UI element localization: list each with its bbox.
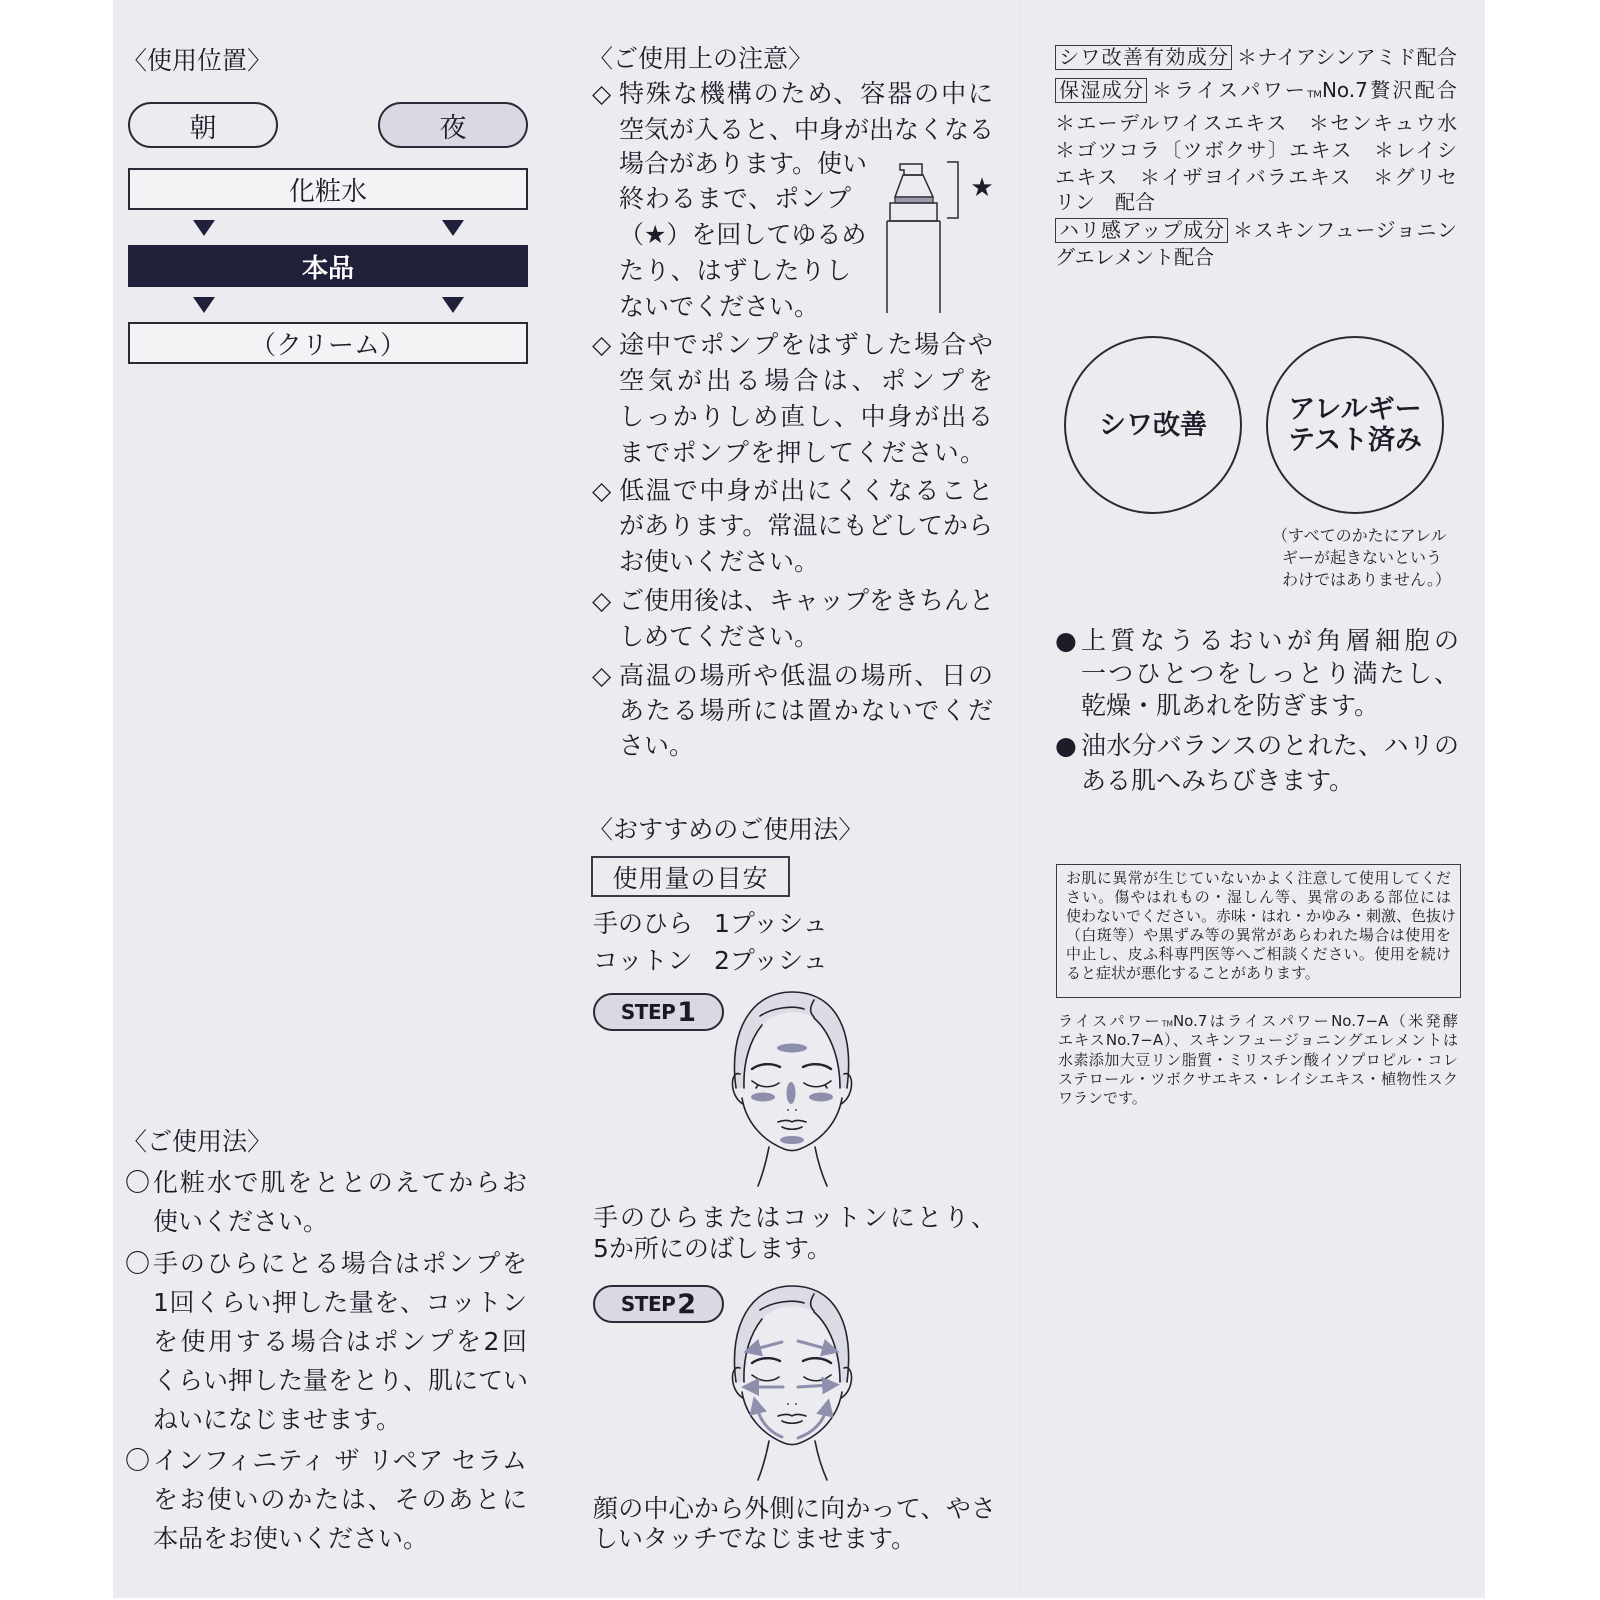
ingredient-text-part: No.7贅沢配合 bbox=[1321, 78, 1457, 102]
warning-text: 中止し、皮ふ科専門医等へご相談ください。使用を続け bbox=[1066, 945, 1451, 963]
step-number: 2 bbox=[677, 1288, 697, 1320]
text-line: を使用する場合はポンプを2回 bbox=[153, 1327, 527, 1356]
bracket-icon bbox=[947, 162, 958, 218]
ingredient-tag-firmness: ハリ感アップ成分 bbox=[1055, 218, 1228, 243]
arrow-stroke-icon bbox=[756, 1405, 782, 1437]
footnote-text: ステロール・ツボクサエキス・レイシエキス・植物性スク bbox=[1058, 1070, 1458, 1088]
circle-bullet-icon: 〇 bbox=[125, 1446, 151, 1475]
step-text: しいタッチでなじませます。 bbox=[593, 1524, 917, 1553]
ingredient-text-part: ＊ライスパワー bbox=[1152, 78, 1308, 102]
text-line: 手のひらにとる場合はポンプを bbox=[153, 1249, 527, 1278]
badge-text: アレルギー bbox=[1288, 394, 1422, 425]
text-line: しっかりしめ直し、中身が出る bbox=[619, 402, 993, 431]
amount-guide-label bbox=[591, 856, 790, 897]
text-line: （★）を回してゆるめ bbox=[619, 220, 867, 249]
allergy-note: （すべてのかたにアレル bbox=[1272, 526, 1447, 545]
pump-shoulder bbox=[895, 175, 933, 197]
flow-step-label: 本品 bbox=[301, 253, 354, 284]
arrow-stroke-icon bbox=[798, 1341, 831, 1350]
footnote-text bbox=[1058, 1012, 1458, 1031]
arrow-stroke-icon bbox=[752, 1342, 782, 1350]
diamond-bullet-icon: ◇ bbox=[592, 661, 612, 690]
pump-bottle-icon bbox=[880, 155, 1000, 320]
section-title: 〈使用位置〉 bbox=[122, 46, 273, 75]
text-line: しめてください。 bbox=[619, 622, 820, 651]
arrow-down-icon bbox=[193, 297, 215, 313]
pump-nozzle bbox=[900, 164, 922, 175]
morning-pill bbox=[128, 102, 278, 148]
section-title: 〈ご使用上の注意〉 bbox=[588, 44, 814, 73]
trademark-mark: TM bbox=[1307, 89, 1322, 101]
face-spread-illustration-icon bbox=[700, 1264, 880, 1484]
ingredient-tag-moisture: 保湿成分 bbox=[1055, 78, 1147, 103]
flow-step-this-product bbox=[128, 245, 528, 287]
badge-text: シワ改善 bbox=[1099, 409, 1207, 441]
diamond-bullet-icon: ◇ bbox=[592, 79, 612, 108]
text-line: 終わるまで、ポンプ bbox=[619, 184, 851, 213]
ingredient-text: リン 配合 bbox=[1055, 190, 1155, 214]
forehead-dot bbox=[777, 1044, 807, 1053]
circle-bullet-icon: 〇 bbox=[125, 1168, 151, 1197]
footnote-text: ワランです。 bbox=[1058, 1089, 1147, 1107]
ingredient-tag-wrinkle: シワ改善有効成分 bbox=[1055, 45, 1232, 70]
text-line: ねいになじませます。 bbox=[153, 1405, 402, 1434]
diamond-bullet-icon: ◇ bbox=[592, 476, 612, 505]
text-line: までポンプを押してください。 bbox=[619, 438, 985, 467]
ingredient-text: ＊エーデルワイスエキス ＊センキュウ水 bbox=[1055, 111, 1457, 135]
footnote-text: 水素添加大豆リン脂質・ミリスチン酸イソプロピル・コレ bbox=[1058, 1051, 1458, 1069]
ingredient-text: ＊ゴツコラ〔ツボクサ〕エキス ＊レイシ bbox=[1055, 138, 1457, 162]
footnote-text: エキスNo.7−A）、スキンフュージョニングエレメントは bbox=[1058, 1031, 1458, 1049]
text-line: 使いください。 bbox=[153, 1207, 329, 1236]
allergy-note: ギーが起きないという bbox=[1282, 548, 1443, 567]
bottle-collar bbox=[890, 203, 937, 221]
flow-step-label: 化粧水 bbox=[288, 176, 367, 207]
trademark-mark: TM bbox=[1161, 1019, 1173, 1029]
step-text: 手のひらまたはコットンにとり、 bbox=[593, 1203, 996, 1232]
text-line: 空気が出る場合は、ポンプを bbox=[619, 366, 993, 395]
chin-dot bbox=[780, 1136, 804, 1144]
warning-text: （白斑等）や黒ずみ等の異常があらわれた場合は使用を bbox=[1066, 926, 1451, 944]
step-text: 顔の中心から外側に向かって、やさ bbox=[593, 1494, 996, 1523]
flow-step-toner bbox=[128, 168, 528, 210]
dot-bullet-icon: ● bbox=[1055, 731, 1077, 760]
text-line: ご使用後は、キャップをきちんと bbox=[619, 586, 995, 615]
text-line: ないでください。 bbox=[619, 292, 820, 321]
step-number: 1 bbox=[677, 996, 697, 1028]
night-label: 夜 bbox=[439, 112, 467, 144]
text-line: 油水分バランスのとれた、ハリの bbox=[1081, 731, 1459, 760]
diamond-bullet-icon: ◇ bbox=[592, 586, 612, 615]
ingredient-text: エキス ＊イザヨイバラエキス ＊グリセ bbox=[1055, 165, 1457, 189]
arrow-down-icon bbox=[442, 220, 464, 236]
text-line: をお使いのかたは、そのあとに bbox=[153, 1485, 527, 1514]
text-line: さい。 bbox=[619, 731, 695, 760]
amount-value: 2プッシュ bbox=[714, 946, 828, 975]
step-label: STEP bbox=[620, 1292, 676, 1316]
warning-text: お肌に異常が生じていないかよく注意して使用してくだ bbox=[1066, 869, 1451, 887]
text-line: 特殊な機構のため、容器の中に bbox=[619, 79, 993, 108]
text-line: あたる場所には置かないでくだ bbox=[619, 696, 993, 725]
text-line: くらい押した量をとり、肌にてい bbox=[153, 1366, 529, 1395]
text-line: 一つひとつをしっとり満たし、 bbox=[1081, 659, 1459, 688]
text-line: お使いください。 bbox=[619, 547, 820, 576]
warning-text: ると症状が悪化することがあります。 bbox=[1066, 964, 1320, 982]
nose-dot bbox=[787, 1082, 796, 1104]
step-label: STEP bbox=[620, 1000, 676, 1024]
warning-text: 使わないでください。赤味・はれ・かゆみ・刺激、色抜け bbox=[1066, 907, 1457, 925]
arrow-down-icon bbox=[442, 297, 464, 313]
amount-guide-text: 使用量の目安 bbox=[612, 863, 769, 893]
text-line: 本品をお使いください。 bbox=[153, 1524, 429, 1553]
footnote-text-part: No.7はライスパワーNo.7−A（米発酵 bbox=[1172, 1012, 1458, 1030]
ingredient-text: ＊ナイアシンアミド配合 bbox=[1237, 45, 1457, 69]
amount-method: 手のひら bbox=[593, 909, 694, 938]
dot-bullet-icon: ● bbox=[1055, 626, 1077, 655]
wrinkle-improvement-badge bbox=[1064, 336, 1242, 514]
amount-method: コットン bbox=[593, 946, 693, 975]
text-line: 場合があります。使い bbox=[619, 149, 868, 178]
allergy-note: わけではありません。） bbox=[1282, 570, 1451, 589]
cheek-dot bbox=[751, 1093, 775, 1102]
ingredient-text bbox=[1152, 77, 1457, 103]
cheek-dot bbox=[809, 1093, 833, 1102]
fold-line bbox=[555, 0, 557, 1598]
footnote-text-part: ライスパワー bbox=[1058, 1012, 1162, 1030]
section-title: 〈おすすめのご使用法〉 bbox=[588, 815, 864, 844]
star-icon: ★ bbox=[970, 173, 994, 203]
text-line: 低温で中身が出にくくなること bbox=[619, 476, 993, 505]
text-line: 1回くらい押した量を、コットン bbox=[153, 1288, 527, 1317]
circle-bullet-icon: 〇 bbox=[125, 1249, 151, 1278]
warning-text: さい。傷やはれもの・湿しん等、異常のある部位には bbox=[1066, 888, 1451, 906]
text-line: があります。常温にもどしてから bbox=[619, 511, 993, 540]
text-line: 高温の場所や低温の場所、日の bbox=[619, 661, 993, 690]
bottle-body bbox=[887, 221, 940, 313]
fold-line bbox=[1020, 0, 1022, 1598]
flow-step-label: （クリーム） bbox=[249, 330, 406, 361]
section-title: 〈ご使用法〉 bbox=[122, 1127, 273, 1156]
arrow-stroke-icon bbox=[798, 1385, 831, 1387]
text-line: 乾燥・肌あれを防ぎます。 bbox=[1081, 691, 1380, 720]
text-line: 化粧水で肌をととのえてからお bbox=[153, 1168, 527, 1197]
text-line: ある肌へみちびきます。 bbox=[1081, 766, 1355, 795]
text-line: たり、はずしたりし bbox=[619, 256, 851, 285]
badge-text: テスト済み bbox=[1288, 425, 1422, 456]
pump-band bbox=[895, 197, 933, 203]
ingredient-text: グエレメント配合 bbox=[1055, 245, 1214, 269]
text-line: 空気が入ると、中身が出なくなる bbox=[619, 115, 995, 144]
step-text: 5か所にのばします。 bbox=[593, 1234, 832, 1263]
ingredient-text: ＊スキンフュージョニン bbox=[1233, 218, 1457, 242]
amount-value: 1プッシュ bbox=[714, 909, 828, 938]
face-dots-illustration-icon bbox=[700, 970, 880, 1190]
text-line: 上質なうるおいが角層細胞の bbox=[1081, 626, 1459, 655]
text-line: 途中でポンプをはずした場合や bbox=[619, 330, 993, 359]
arrow-down-icon bbox=[193, 220, 215, 236]
night-pill bbox=[378, 102, 528, 148]
allergy-tested-badge bbox=[1266, 336, 1444, 514]
morning-label: 朝 bbox=[189, 112, 217, 144]
arrow-stroke-icon bbox=[798, 1407, 827, 1438]
diamond-bullet-icon: ◇ bbox=[592, 330, 612, 359]
text-line: インフィニティ ザ リペア セラム bbox=[153, 1446, 527, 1475]
flow-step-cream bbox=[128, 322, 528, 364]
